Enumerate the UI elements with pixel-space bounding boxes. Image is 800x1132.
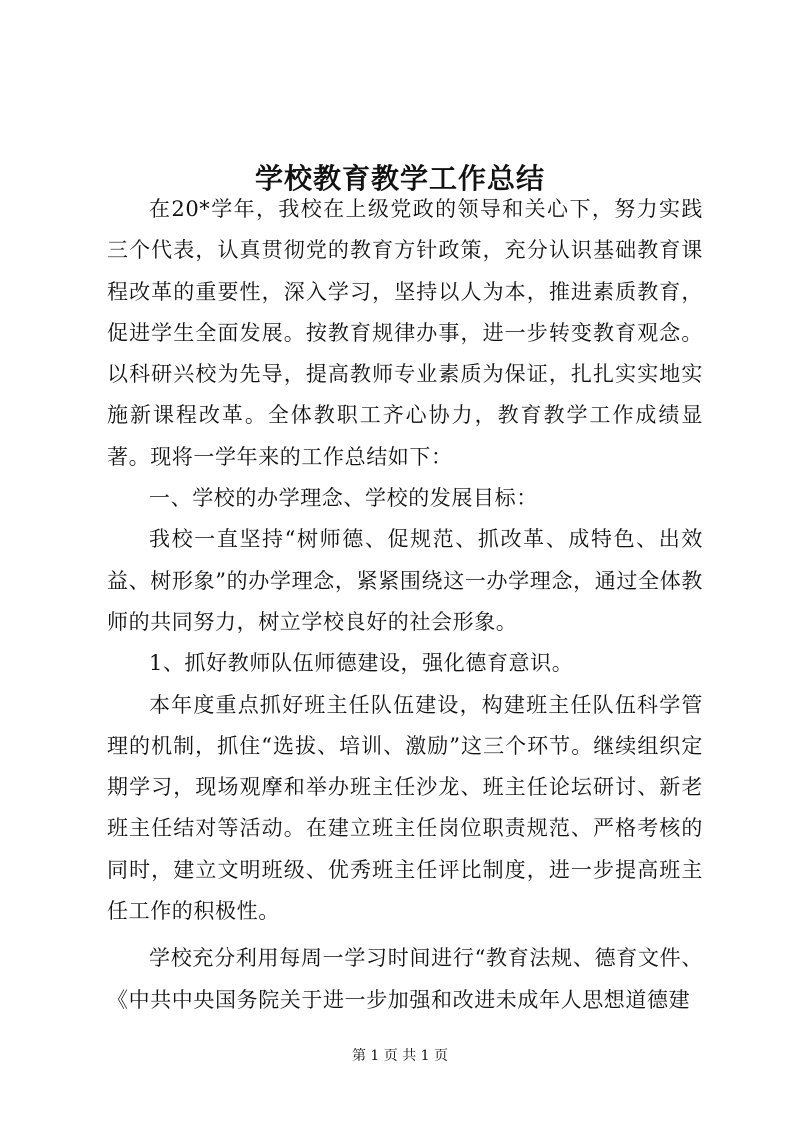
paragraph-study-time: 学校充分利用每周一学习时间进行“教育法规、德育文件、《中共中央国务院关于进一步加强和改进未成年人思想道德建	[107, 946, 703, 1012]
subsection-heading-1: 1、抓好教师队伍师德建设，强化德育意识。	[149, 651, 574, 676]
paragraph-philosophy: 我校一直坚持“树师德、促规范、抓改革、成特色、出效益、树形象”的办学理念，紧紧围绕这一办学理念，通过全体教师的共同努力，树立学校良好的社会形象。	[107, 527, 703, 634]
section-heading-1: 一、学校的办学理念、学校的发展目标：	[149, 486, 538, 511]
page-footer: 第 1 页 共 1 页	[351, 1048, 449, 1064]
page-title: 学校教育教学工作总结	[254, 161, 545, 195]
paragraph-class-teacher: 本年度重点抓好班主任队伍建设，构建班主任队伍科学管理的机制，抓住“选拔、培训、激励”这三个环节。继续组织定期学习，现场观摩和举办班主任沙龙、班主任论坛研讨、新老班主任结对等活动。在建立班主任岗位职责规范、严格考核的同时，建立文明班级、优秀班主任评比制度，进一步提高班主任工作的积极性。	[107, 692, 703, 924]
paragraph-intro: 在20*学年，我校在上级党政的领导和关心下，努力实践三个代表，认真贯彻党的教育方针政策，充分认识基础教育课程改革的重要性，深入学习，坚持以人为本，推进素质教育，促进学生全面发展。按教育规律办事，进一步转变教育观念。以科研兴校为先导，提高教师专业素质为保证，扎扎实实地实施新课程改革。全体教职工齐心协力，教育教学工作成绩显著。现将一学年来的工作总结如下：	[107, 197, 703, 469]
document-body	[107, 189, 703, 1021]
